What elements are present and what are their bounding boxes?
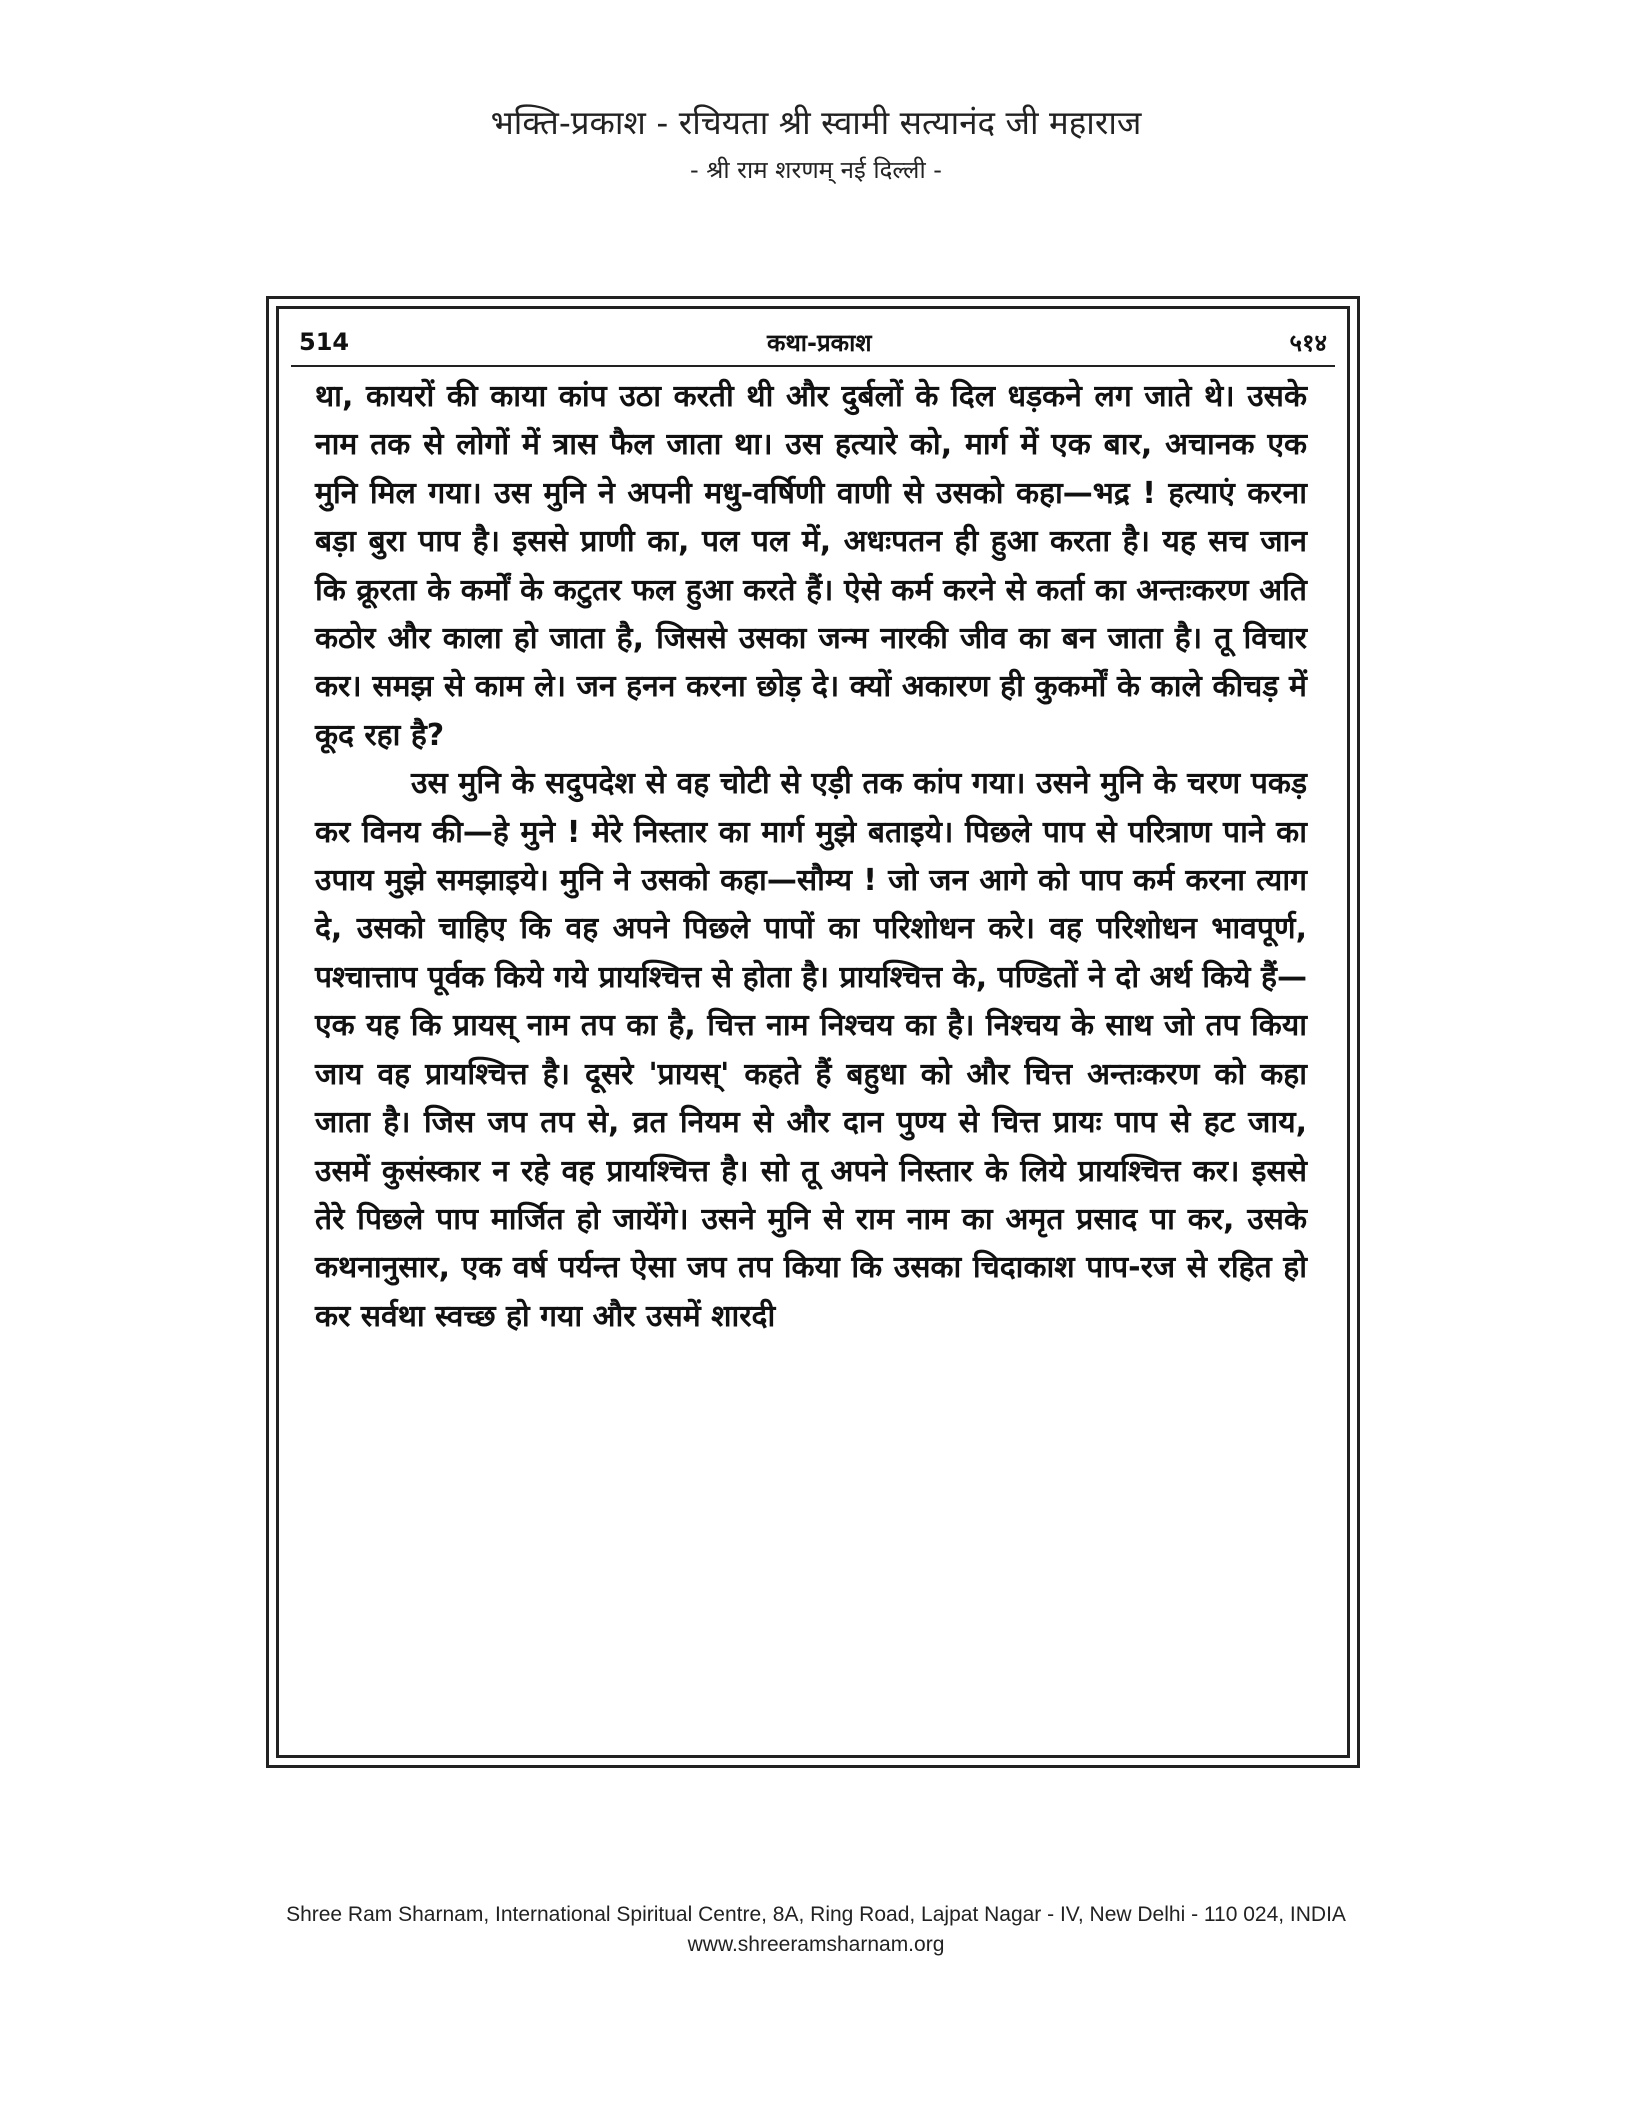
page-frame-inner [276,306,1350,1758]
running-header [299,325,1327,359]
paragraph-2: उस मुनि के सदुपदेश से वह चोटी से एड़ी तक कांप गया। उसने मुनि के चरण पकड़ कर विनय की—हे मुने ! मेरे निस्तार का मार्ग मुझे बताइये। पिछले पाप से परित्राण पाने का उपाय मुझे समझाइये। मुनि ने उसको कहा—सौम्य ! जो जन आगे को पाप कर्म करना त्याग दे, उसको चाहिए कि वह अपने पिछले पापों का परिशोधन करे। वह परिशोधन भावपूर्ण, पश्चात्ताप पूर्वक किये गये प्रायश्चित्त से होता है। प्रायश्चित्त के, पण्डितों ने दो अर्थ किये हैं—एक यह कि प्रायस् नाम तप का है, चित्त नाम निश्चय का है। निश्चय के साथ जो तप किया जाय वह प्रायश्चित्त है। दूसरे 'प्रायस्' कहते हैं बहुधा को और चित्त अन्तःकरण को कहा जाता है। जिस जप तप से, व्रत नियम से और दान पुण्य से चित्त प्रायः पाप से हट जाय, उसमें कुसंस्कार न रहे वह प्रायश्चित्त है। सो तू अपने निस्तार के लिये प्रायश्चित्त कर। इससे तेरे पिछले पाप मार्जित हो जायेंगे। उसने मुनि से राम नाम का अमृत प्रसाद पा कर, उसके कथनानुसार, एक वर्ष पर्यन्त ऐसा जप तप किया कि उसका चिदाकाश पाप-रज से रहित हो कर सर्वथा स्वच्छ हो गया और उसमें शारदी [315,766,1307,1334]
page-number-devanagari: ५१४ [1289,328,1327,357]
paragraph-1: था, कायरों की काया कांप उठा करती थी और दुर्बलों के दिल धड़कने लग जाते थे। उसके नाम तक से लोगों में त्रास फैल जाता था। उस हत्यारे को, मार्ग में एक बार, अचानक एक मुनि मिल गया। उस मुनि ने अपनी मधु-वर्षिणी वाणी से उसको कहा—भद्र ! हत्याएं करना बड़ा बुरा पाप है। इससे प्राणी का, पल पल में, अधःपतन ही हुआ करता है। यह सच जान कि क्रूरता के कर्मों के कटुतर फल हुआ करते हैं। ऐसे कर्म करने से कर्ता का अन्तःकरण अति कठोर और काला हो जाता है, जिससे उसका जन्म नारकी जीव का बन जाता है। तू विचार कर। समझ से काम ले। जन हनन करना छोड़ दे। क्यों अकारण ही कुकर्मों के काले कीचड़ में कूद रहा है? [315,379,1307,753]
page-footer [0,1900,1632,1960]
running-title: कथा-प्रकाश [767,328,872,357]
publisher-line: - श्री राम शरणम् नई दिल्ली - [690,156,942,184]
page-header [0,100,1632,190]
header-divider [291,365,1335,367]
book-title: भक्ति-प्रकाश - रचियता श्री स्वामी सत्यानंद जी महाराज [490,103,1142,142]
body-text [315,373,1307,1341]
page-frame [266,296,1360,1768]
page-number-arabic: 514 [299,328,350,356]
footer-website: www.shreeramsharnam.org [687,1933,945,1956]
footer-address: Shree Ram Sharnam, International Spiritual Centre, 8A, Ring Road, Lajpat Nagar - IV, New Delhi - 110 024, INDIA [286,1903,1346,1926]
